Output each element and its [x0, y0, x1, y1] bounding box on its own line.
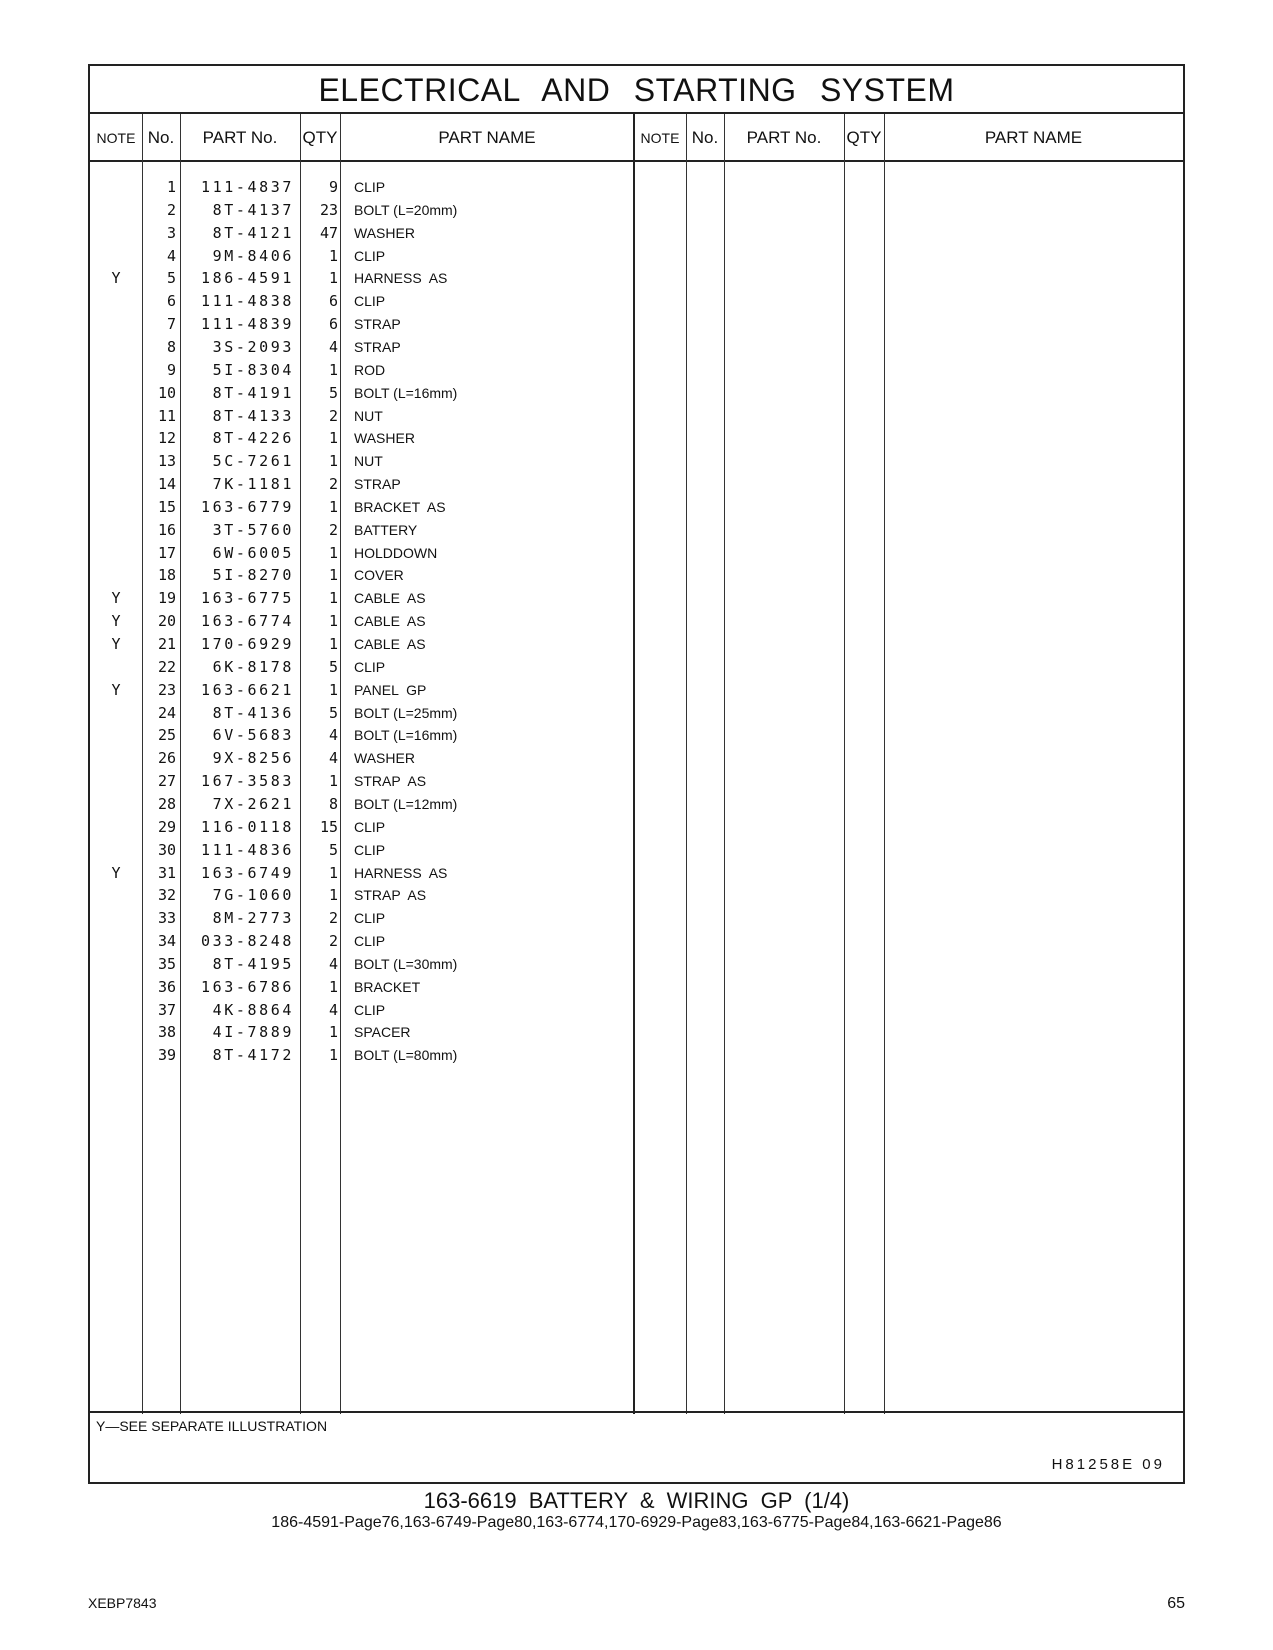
- row-part-number: 163-6779: [200, 497, 294, 516]
- row-quantity: 1: [328, 1046, 338, 1065]
- row-number: 9: [166, 360, 176, 379]
- page-number: 65: [1167, 1595, 1185, 1612]
- row-part-name: STRAP: [354, 476, 401, 493]
- row-part-name: CLIP: [354, 910, 386, 927]
- table-row: [90, 953, 633, 976]
- row-part-number: 111-4838: [200, 292, 294, 311]
- row-part-number: 7G-1060: [212, 886, 294, 905]
- row-number: 19: [157, 589, 176, 608]
- row-quantity: 1: [328, 269, 338, 288]
- row-part-name: CLIP: [354, 1001, 386, 1018]
- row-part-number: 4K-8864: [212, 1000, 294, 1019]
- row-part-name: CLIP: [354, 818, 386, 835]
- row-part-number: 163-6621: [200, 680, 294, 699]
- row-quantity: 4: [328, 1000, 338, 1019]
- row-quantity: 4: [328, 749, 338, 768]
- table-row: [90, 542, 633, 565]
- row-number: 5: [166, 269, 176, 288]
- header-note-right: NOTE: [634, 114, 686, 162]
- row-part-name: BOLT (L=25mm): [354, 704, 458, 721]
- row-quantity: 4: [328, 954, 338, 973]
- table-row: [90, 976, 633, 999]
- row-quantity: 1: [328, 772, 338, 791]
- row-number: 12: [157, 429, 176, 448]
- header-part-no-left: PART No.: [180, 114, 300, 162]
- table-row: [90, 359, 633, 382]
- row-number: 37: [157, 1000, 176, 1019]
- row-quantity: 6: [328, 292, 338, 311]
- page-title: ELECTRICAL AND STARTING SYSTEM: [90, 66, 1183, 114]
- row-number: 14: [157, 475, 176, 494]
- row-number: 11: [157, 406, 176, 425]
- row-part-number: 170-6929: [200, 635, 294, 653]
- row-part-name: BRACKET: [354, 978, 421, 995]
- row-part-number: 163-6749: [200, 863, 294, 882]
- row-number: 27: [157, 772, 176, 791]
- row-note: Y: [111, 680, 121, 699]
- row-quantity: 1: [328, 863, 338, 882]
- row-part-name: CLIP: [354, 247, 386, 264]
- table-row: [90, 405, 633, 428]
- row-quantity: 5: [328, 383, 338, 402]
- table-row: [90, 633, 633, 656]
- table-row: [90, 427, 633, 450]
- row-quantity: 1: [328, 360, 338, 379]
- row-part-name: BOLT (L=16mm): [354, 727, 458, 744]
- row-part-number: 111-4839: [200, 315, 294, 334]
- table-row: [90, 770, 633, 793]
- row-quantity: 4: [328, 726, 338, 745]
- row-part-name: BOLT (L=12mm): [354, 795, 458, 812]
- row-number: 32: [157, 886, 176, 905]
- row-number: 7: [166, 315, 176, 334]
- table-row: [90, 907, 633, 930]
- row-part-name: CABLE AS: [354, 636, 426, 652]
- row-number: 30: [157, 840, 176, 859]
- row-number: 6: [166, 292, 176, 311]
- row-number: 31: [157, 863, 176, 882]
- column-divider-center: [633, 114, 635, 1414]
- row-part-name: CLIP: [354, 841, 386, 858]
- row-part-name: HARNESS AS: [354, 864, 448, 881]
- table-row: [90, 724, 633, 747]
- row-quantity: 15: [319, 817, 338, 836]
- row-part-number: 167-3583: [200, 772, 294, 791]
- row-number: 2: [166, 200, 176, 219]
- row-number: 8: [166, 337, 176, 356]
- header-part-name-right: PART NAME: [884, 114, 1183, 162]
- row-part-name: BATTERY: [354, 521, 418, 538]
- row-number: 15: [157, 497, 176, 516]
- row-number: 16: [157, 520, 176, 539]
- header-no-right: No.: [686, 114, 724, 162]
- row-quantity: 1: [328, 589, 338, 608]
- table-row: [90, 747, 633, 770]
- table-row: [90, 564, 633, 587]
- table-row: [90, 793, 633, 816]
- row-quantity: 9: [328, 178, 338, 196]
- row-quantity: 47: [319, 223, 338, 242]
- row-part-number: 8T-4191: [212, 383, 294, 402]
- row-part-number: 8T-4226: [212, 429, 294, 448]
- column-divider: [844, 114, 845, 1414]
- table-row: [90, 587, 633, 610]
- row-part-name: STRAP: [354, 316, 401, 333]
- row-part-number: 8T-4133: [212, 406, 294, 425]
- header-note-left: NOTE: [90, 114, 142, 162]
- table-row: [90, 610, 633, 633]
- table-row: [90, 245, 633, 268]
- group-caption: 163-6619 BATTERY & WIRING GP (1/4): [423, 1488, 850, 1513]
- column-divider: [686, 114, 687, 1414]
- parts-table-frame: [88, 64, 1185, 1484]
- row-part-number: 5C-7261: [212, 452, 294, 471]
- row-number: 38: [157, 1023, 176, 1042]
- table-row: [90, 839, 633, 862]
- table-row: [90, 1021, 633, 1044]
- row-number: 35: [157, 954, 176, 973]
- row-part-name: WASHER: [354, 750, 415, 767]
- row-part-number: 4I-7889: [212, 1023, 294, 1042]
- row-part-name: HARNESS AS: [354, 270, 448, 287]
- row-number: 4: [166, 246, 176, 265]
- row-number: 26: [157, 749, 176, 768]
- row-part-number: 8T-4121: [212, 223, 294, 242]
- table-row: [90, 930, 633, 953]
- row-part-number: 111-4837: [200, 178, 294, 196]
- row-part-number: 116-0118: [200, 817, 294, 836]
- row-part-number: 8T-4137: [212, 200, 294, 219]
- row-part-number: 9X-8256: [212, 749, 294, 768]
- row-number: 29: [157, 817, 176, 836]
- row-quantity: 5: [328, 657, 338, 676]
- footnote: Y—SEE SEPARATE ILLUSTRATION: [96, 1418, 328, 1434]
- table-row: [90, 382, 633, 405]
- table-row: [90, 884, 633, 907]
- row-part-name: WASHER: [354, 224, 415, 241]
- row-part-name: WASHER: [354, 430, 415, 447]
- row-part-name: CLIP: [354, 179, 386, 195]
- row-part-number: 5I-8304: [212, 360, 294, 379]
- illustration-code: H81258E 09: [1051, 1456, 1165, 1473]
- row-quantity: 1: [328, 612, 338, 631]
- table-row: [90, 450, 633, 473]
- table-row: [90, 1044, 633, 1067]
- row-number: 3: [166, 223, 176, 242]
- table-row: [90, 199, 633, 222]
- row-quantity: 1: [328, 886, 338, 905]
- row-part-number: 6K-8178: [212, 657, 294, 676]
- row-number: 20: [157, 612, 176, 631]
- row-note: Y: [111, 589, 121, 608]
- table-row: [90, 336, 633, 359]
- row-part-name: NUT: [354, 407, 383, 424]
- row-quantity: 8: [328, 794, 338, 813]
- header-no-left: No.: [142, 114, 180, 162]
- table-row: [90, 999, 633, 1022]
- row-part-name: CLIP: [354, 658, 386, 675]
- row-number: 33: [157, 909, 176, 928]
- row-part-number: 163-6775: [200, 589, 294, 608]
- row-part-number: 186-4591: [200, 269, 294, 288]
- row-number: 17: [157, 543, 176, 562]
- row-part-number: 3S-2093: [212, 337, 294, 356]
- table-row: [90, 816, 633, 839]
- row-part-name: BRACKET AS: [354, 498, 446, 515]
- table-row: [90, 702, 633, 725]
- row-note: Y: [111, 635, 121, 653]
- row-quantity: 1: [328, 497, 338, 516]
- row-quantity: 1: [328, 452, 338, 471]
- header-qty-left: QTY: [300, 114, 340, 162]
- row-part-number: 9M-8406: [212, 246, 294, 265]
- row-number: 36: [157, 977, 176, 996]
- row-quantity: 1: [328, 680, 338, 699]
- row-quantity: 1: [328, 566, 338, 585]
- row-number: 25: [157, 726, 176, 745]
- row-part-number: 8M-2773: [212, 909, 294, 928]
- row-part-name: BOLT (L=16mm): [354, 384, 458, 401]
- row-note: Y: [111, 612, 121, 631]
- header-qty-right: QTY: [844, 114, 884, 162]
- row-quantity: 2: [328, 406, 338, 425]
- row-number: 23: [157, 680, 176, 699]
- row-part-number: 3T-5760: [212, 520, 294, 539]
- row-part-number: 6V-5683: [212, 726, 294, 745]
- row-number: 22: [157, 657, 176, 676]
- row-quantity: 2: [328, 520, 338, 539]
- table-row: [90, 656, 633, 679]
- row-part-number: 163-6786: [200, 977, 294, 996]
- row-part-number: 5I-8270: [212, 566, 294, 585]
- row-part-name: HOLDDOWN: [354, 544, 438, 561]
- header-part-no-right: PART No.: [724, 114, 844, 162]
- row-quantity: 2: [328, 475, 338, 494]
- row-part-name: CLIP: [354, 293, 386, 310]
- page-references: 186-4591-Page76,163-6749-Page80,163-6774,170-6929-Page83,163-6775-Page84,163-6621-Page86: [271, 1514, 1002, 1531]
- column-divider: [724, 114, 725, 1414]
- row-part-name: CABLE AS: [354, 590, 426, 607]
- row-quantity: 1: [328, 543, 338, 562]
- row-quantity: 4: [328, 337, 338, 356]
- row-part-name: NUT: [354, 453, 383, 470]
- row-part-name: PANEL GP: [354, 681, 427, 698]
- row-number: 28: [157, 794, 176, 813]
- row-part-name: ROD: [354, 361, 386, 378]
- row-quantity: 1: [328, 635, 338, 653]
- table-row: [90, 313, 633, 336]
- table-row: [90, 176, 633, 199]
- row-quantity: 1: [328, 977, 338, 996]
- row-quantity: 1: [328, 246, 338, 265]
- table-row: [90, 222, 633, 245]
- row-quantity: 6: [328, 315, 338, 334]
- row-number: 24: [157, 703, 176, 722]
- row-quantity: 1: [328, 1023, 338, 1042]
- row-part-name: CABLE AS: [354, 613, 426, 630]
- row-part-name: STRAP AS: [354, 773, 427, 790]
- table-row: [90, 496, 633, 519]
- table-row: [90, 267, 633, 290]
- footer-divider: [90, 1411, 1183, 1413]
- row-part-number: 8T-4195: [212, 954, 294, 973]
- row-part-name: CLIP: [354, 933, 386, 950]
- row-part-name: COVER: [354, 567, 404, 584]
- table-row: [90, 473, 633, 496]
- row-part-number: 8T-4172: [212, 1046, 294, 1065]
- row-number: 18: [157, 566, 176, 585]
- table-row: [90, 679, 633, 702]
- row-number: 10: [157, 383, 176, 402]
- row-part-name: SPACER: [354, 1024, 411, 1041]
- table-row: [90, 862, 633, 885]
- row-quantity: 5: [328, 840, 338, 859]
- row-part-name: STRAP: [354, 338, 401, 355]
- row-quantity: 1: [328, 429, 338, 448]
- row-note: Y: [111, 863, 121, 882]
- row-part-name: STRAP AS: [354, 887, 427, 904]
- table-row: [90, 290, 633, 313]
- row-part-number: 111-4836: [200, 840, 294, 859]
- row-number: 34: [157, 932, 176, 951]
- row-part-number: 8T-4136: [212, 703, 294, 722]
- row-note: Y: [111, 269, 121, 288]
- row-number: 21: [157, 635, 176, 653]
- row-part-name: BOLT (L=80mm): [354, 1047, 458, 1064]
- row-part-name: BOLT (L=20mm): [354, 201, 458, 218]
- row-quantity: 2: [328, 932, 338, 951]
- header-part-name-left: PART NAME: [340, 114, 634, 162]
- row-part-number: 163-6774: [200, 612, 294, 631]
- row-part-number: 7X-2621: [212, 794, 294, 813]
- row-quantity: 23: [319, 200, 338, 219]
- row-quantity: 2: [328, 909, 338, 928]
- column-divider: [884, 114, 885, 1414]
- row-part-number: 7K-1181: [212, 475, 294, 494]
- row-number: 39: [157, 1046, 176, 1065]
- table-row: [90, 519, 633, 542]
- row-number: 1: [166, 178, 176, 196]
- row-part-number: 033-8248: [200, 932, 294, 951]
- row-part-number: 6W-6005: [212, 543, 294, 562]
- document-id: XEBP7843: [88, 1595, 157, 1611]
- row-part-name: BOLT (L=30mm): [354, 955, 458, 972]
- row-number: 13: [157, 452, 176, 471]
- row-quantity: 5: [328, 703, 338, 722]
